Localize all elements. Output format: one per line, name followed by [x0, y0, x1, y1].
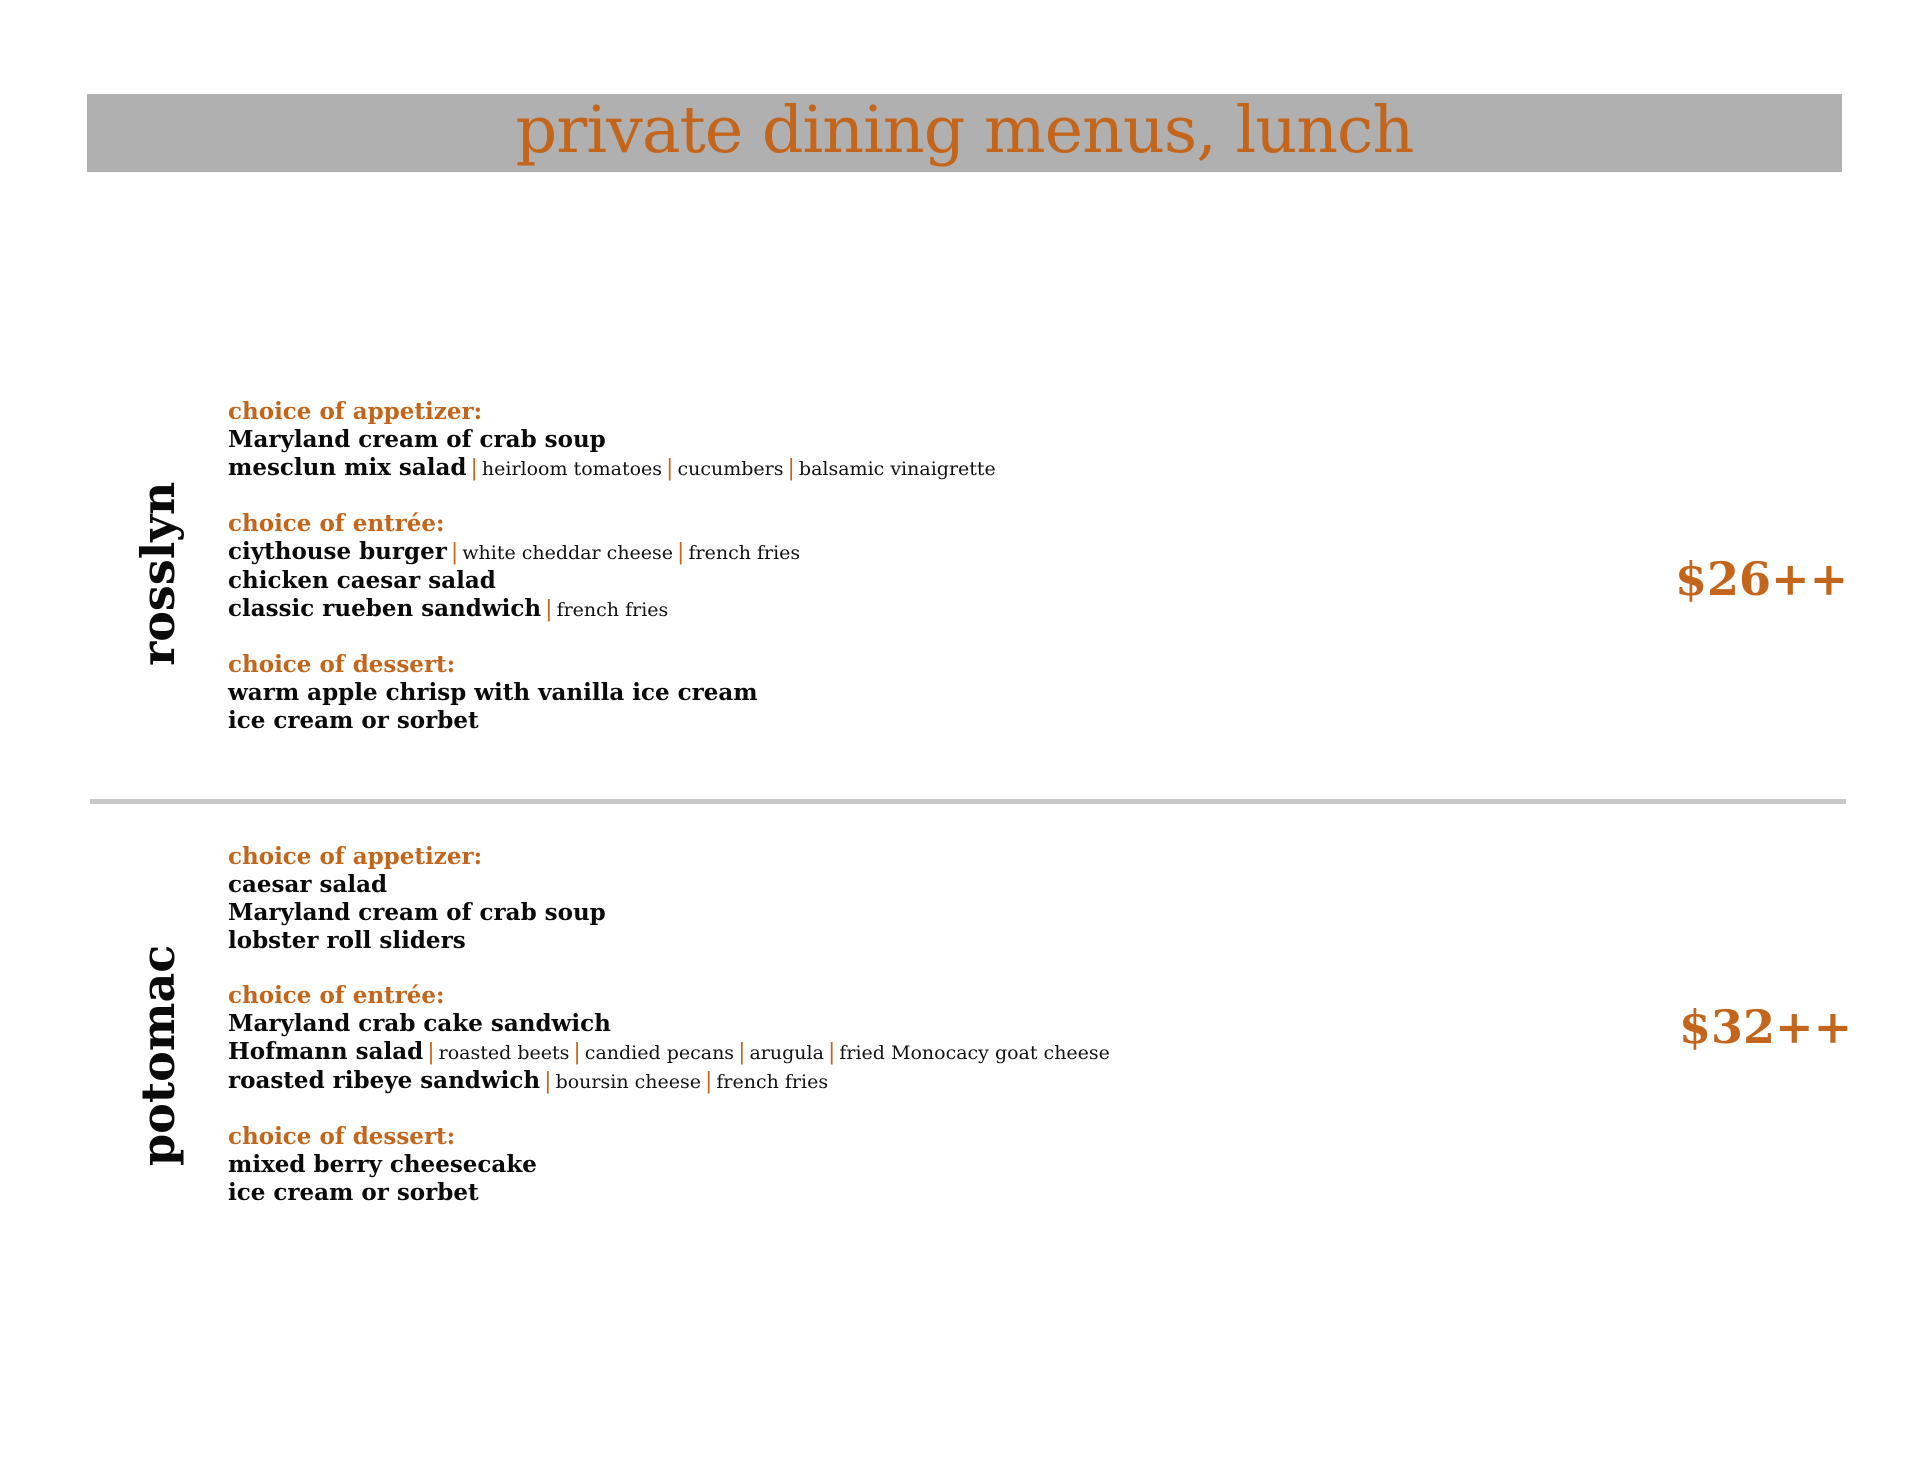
menu-item-name: ciythouse burger — [228, 538, 447, 565]
price-potomac: $32++ — [1679, 1000, 1853, 1054]
menu-item-name: chicken caesar salad — [228, 567, 496, 594]
price-rosslyn: $26++ — [1675, 552, 1849, 606]
title-bar — [87, 94, 1842, 172]
separator-bar: | — [787, 456, 795, 481]
menu-potomac — [228, 843, 1528, 1234]
course-heading: choice of appetizer: — [228, 398, 483, 425]
menu-item — [228, 1179, 1528, 1207]
menu-item-detail: roasted beets — [438, 1042, 570, 1064]
course-section — [228, 398, 1528, 483]
course-heading: choice of appetizer: — [228, 843, 483, 870]
menu-item — [228, 567, 1528, 595]
menu-item — [228, 927, 1528, 955]
page-title: private dining menus, lunch — [515, 93, 1414, 168]
menu-item-detail: balsamic vinaigrette — [798, 458, 996, 480]
section-divider — [90, 799, 1846, 804]
menu-item-name: lobster roll sliders — [228, 927, 466, 954]
menu-item — [228, 595, 1528, 624]
separator-bar: | — [738, 1040, 746, 1065]
menu-item-name: ice cream or sorbet — [228, 707, 479, 734]
course-section — [228, 510, 1528, 624]
menu-item — [228, 1010, 1528, 1038]
menu-item-name: ice cream or sorbet — [228, 1179, 479, 1206]
course-heading: choice of dessert: — [228, 1123, 456, 1150]
menu-item-detail: french fries — [716, 1071, 829, 1093]
menu-item-name: Maryland cream of crab soup — [228, 899, 606, 926]
course-section — [228, 1123, 1528, 1207]
menu-item-name: warm apple chrisp with vanilla ice cream — [228, 679, 758, 706]
separator-bar: | — [677, 540, 685, 565]
course-section — [228, 651, 1528, 735]
menu-item — [228, 871, 1528, 899]
menu-item-name: mesclun mix salad — [228, 454, 467, 481]
separator-bar: | — [470, 456, 478, 481]
separator-bar: | — [704, 1069, 713, 1094]
separator-bar: | — [827, 1040, 836, 1065]
menu-item-detail: boursin cheese — [555, 1071, 701, 1093]
menu-item — [228, 707, 1528, 735]
menu-item — [228, 1038, 1528, 1067]
course-section — [228, 982, 1528, 1096]
menu-item — [228, 1067, 1528, 1096]
menu-item-name: Maryland cream of crab soup — [228, 426, 606, 453]
course-heading: choice of entrée: — [228, 982, 445, 1009]
menu-item-name: classic rueben sandwich — [228, 595, 542, 622]
course-section — [228, 843, 1528, 955]
menu-item-name: Maryland crab cake sandwich — [228, 1010, 611, 1037]
menu-item-detail: french fries — [688, 542, 801, 564]
menu-item-name: Hofmann salad — [228, 1038, 424, 1065]
separator-bar: | — [544, 1069, 552, 1094]
menu-item-name: mixed berry cheesecake — [228, 1151, 537, 1178]
menu-item-detail: candied pecans — [584, 1042, 735, 1064]
menu-item-detail: heirloom tomatoes — [481, 458, 663, 480]
menu-item-detail: white cheddar cheese — [462, 542, 674, 564]
course-heading: choice of dessert: — [228, 651, 456, 678]
menu-item — [228, 454, 1528, 483]
separator-bar: | — [545, 597, 553, 622]
menu-item — [228, 679, 1528, 707]
location-label-rosslyn: rosslyn — [131, 481, 185, 666]
menu-item-detail: french fries — [556, 599, 669, 621]
separator-bar: | — [573, 1040, 581, 1065]
menu-item-name: caesar salad — [228, 871, 388, 898]
course-heading: choice of entrée: — [228, 510, 445, 537]
menu-item — [228, 1151, 1528, 1179]
menu-item-name: roasted ribeye sandwich — [228, 1067, 541, 1094]
menu-item-detail: fried Monocacy goat cheese — [839, 1042, 1110, 1064]
menu-item — [228, 899, 1528, 927]
separator-bar: | — [666, 456, 674, 481]
menu-item-detail: arugula — [749, 1042, 824, 1064]
menu-item — [228, 426, 1528, 454]
menu-item-detail: cucumbers — [677, 458, 784, 480]
separator-bar: | — [450, 540, 459, 565]
location-label-potomac: potomac — [131, 944, 185, 1166]
menu-rosslyn — [228, 398, 1528, 762]
menu-item — [228, 538, 1528, 567]
separator-bar: | — [427, 1040, 435, 1065]
